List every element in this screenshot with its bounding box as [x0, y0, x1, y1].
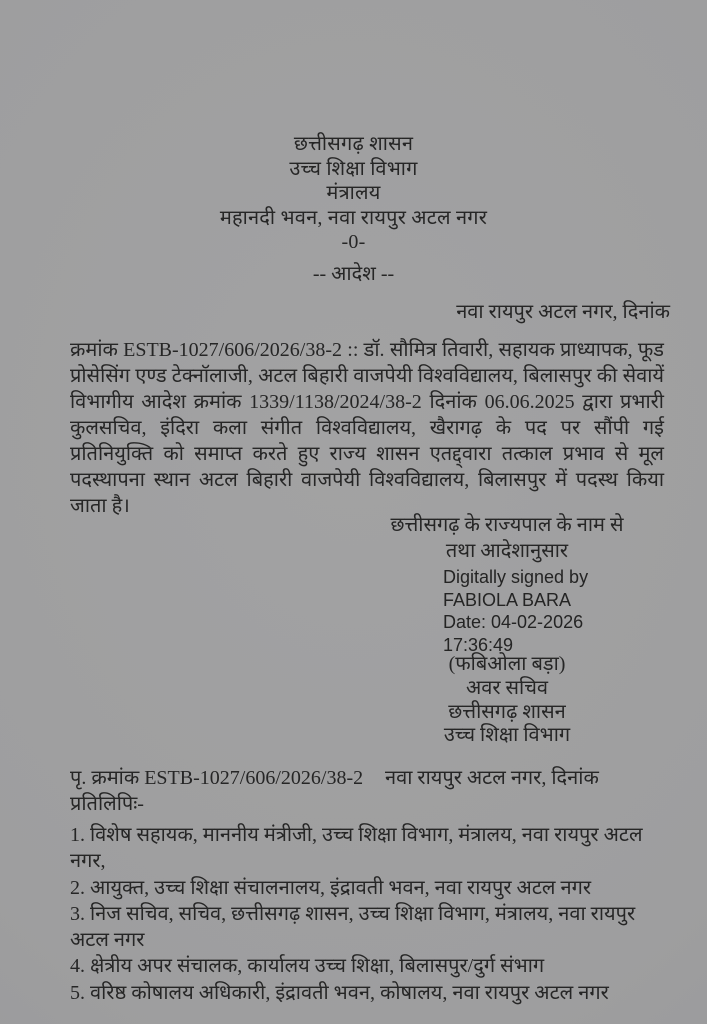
letterhead-department: उच्च शिक्षा विभाग — [289, 157, 418, 180]
letterhead — [0, 132, 707, 255]
letterhead-govt: छत्तीसगढ़ शासन — [293, 133, 414, 155]
place-date-line: नवा रायपुर अटल नगर, दिनांक — [456, 301, 670, 323]
signatory-designation: अवर सचिव — [465, 676, 549, 699]
digital-signature-stamp — [443, 566, 673, 656]
authority-line-governor: छत्तीसगढ़ के राज्यपाल के नाम से — [390, 514, 624, 536]
signatory-block — [367, 653, 647, 748]
signatory-department: उच्च शिक्षा विभाग — [443, 724, 571, 747]
copy-item-3: 3. निज सचिव, सचिव, छत्तीसगढ़ शासन, उच्च शिक्षा विभाग, मंत्रालय, नवा रायपुर अटल नगर — [70, 902, 636, 952]
authority-block — [357, 512, 657, 564]
endorsement-ref-number: पृ. क्रमांक ESTB-1027/606/2026/38-2 — [70, 767, 364, 789]
copy-item-4: 4. क्षेत्रीय अपर संचालक, कार्यालय उच्च शिक्षा, बिलासपुर/दुर्ग संभाग — [70, 955, 545, 978]
order-body-paragraph: क्रमांक ESTB-1027/606/2026/38-2 :: डॉ. सौमित्र तिवारी, सहायक प्राध्यापक, फूड प्रोसेसिंग एण्ड टेक्नॉलाजी, अटल बिहारी वाजपेयी विश्वविद्यालय, बिलासपुर की सेवायें विभागीय आदेश क्रमांक 1339/1138/2024/38-2 दिनांक 06.06.2025 द्वारा प्रभारी कुलसचिव, इंदिरा कला संगीत विश्वविद्यालय, खैरागढ़ के पद पर सौंपी गई प्रतिनियुक्ति को समाप्त करते हुए राज्य शासन एतद्द्वारा तत्काल प्रभाव से मूल पदस्थापना स्थान अटल बिहारी वाजपेयी विश्वविद्यालय, बिलासपुर में पदस्थ किया जाता है। — [70, 339, 664, 517]
copy-item-5: 5. वरिष्ठ कोषालय अधिकारी, इंद्रावती भवन, कोषालय, नवा रायपुर अटल नगर — [70, 981, 609, 1004]
digital-signature-name: FABIOLA BARA — [443, 589, 572, 610]
signatory-name: (फबिओला बड़ा) — [448, 653, 566, 675]
digital-signature-date: Date: 04-02-2026 — [443, 612, 584, 632]
signatory-govt: छत्तीसगढ़ शासन — [448, 700, 566, 723]
endorsement-line — [70, 763, 670, 790]
copy-item-1: 1. विशेष सहायक, माननीय मंत्रीजी, उच्च शिक्षा विभाग, मंत्रालय, नवा रायपुर अटल नगर, — [70, 824, 643, 873]
digital-signature-time: 17:36:49 — [443, 634, 514, 655]
letterhead-ministry: मंत्रालय — [326, 182, 381, 204]
copies-list — [70, 822, 666, 1006]
endorsement-place-date: नवा रायपुर अटल नगर, दिनांक — [385, 767, 599, 789]
letterhead-address: महानदी भवन, नवा रायपुर अटल नगर — [219, 206, 488, 229]
digital-signature-label: Digitally signed by — [443, 567, 589, 587]
letterhead-divider: -0- — [341, 231, 366, 253]
authority-line-byorder: तथा आदेशानुसार — [445, 540, 569, 562]
copy-item-2: 2. आयुक्त, उच्च शिक्षा संचालनालय, इंद्रावती भवन, नवा रायपुर अटल नगर — [70, 876, 592, 899]
copy-to-label: प्रतिलिपिः- — [70, 793, 144, 815]
order-heading: -- आदेश -- — [312, 263, 395, 285]
